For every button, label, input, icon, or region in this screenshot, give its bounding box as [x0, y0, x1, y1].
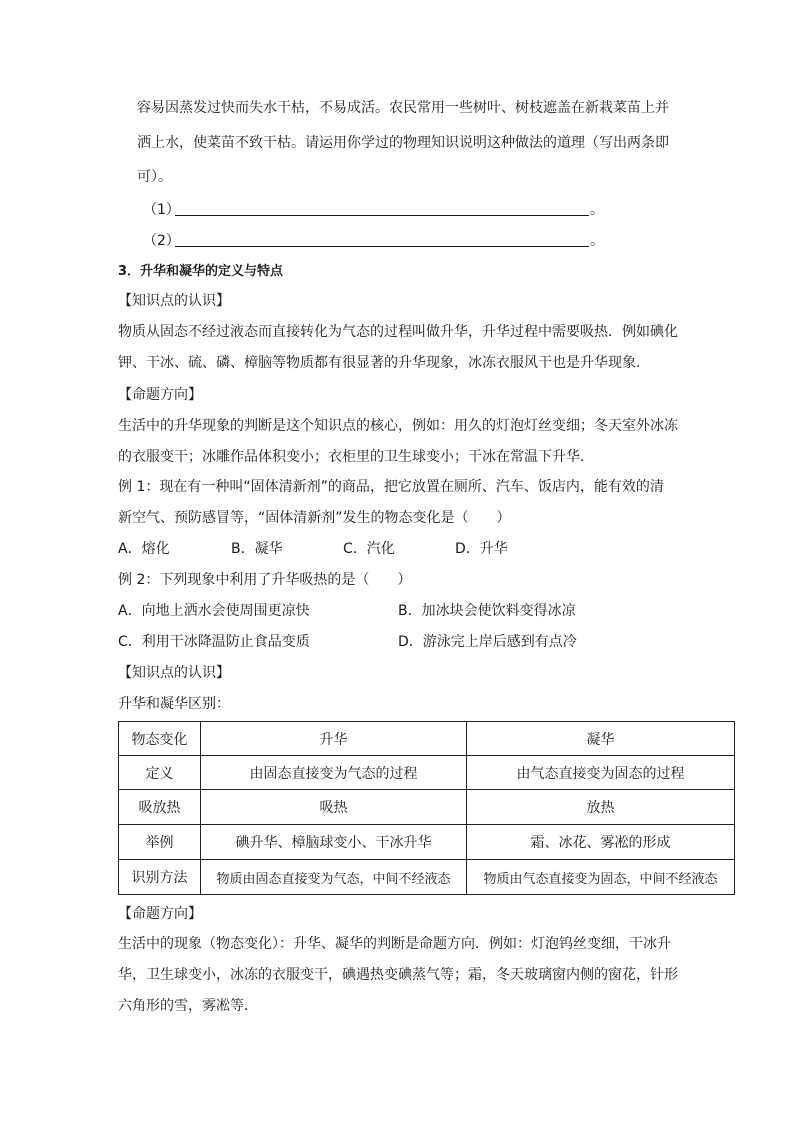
table-header-row: [119, 722, 735, 756]
section-title: 3．升华和凝华的定义与特点: [118, 264, 284, 279]
direction-line: 的衣服变干；冰雕作品体积变小；衣柜里的卫生球变小；干冰在常温下升华．: [118, 449, 594, 465]
closing-line: 华，卫生球变小，冰冻的衣服变干，碘遇热变碘蒸气等；霜，冬天玻璃窗内侧的窗花，针形: [118, 967, 678, 983]
table-row: [119, 860, 735, 895]
table-cell: 放热: [467, 790, 735, 825]
table-cell: 识别方法: [119, 860, 201, 895]
table-cell: 吸放热: [119, 790, 201, 825]
paragraph-line: 容易因蒸发过快而失水干枯，不易成活。农民常用一些树叶、树枝遮盖在新栽菜苗上并: [137, 100, 669, 116]
comparison-table: [118, 721, 735, 895]
table-cell: 吸热: [201, 790, 467, 825]
blank-number: （2）: [143, 233, 180, 249]
direction-line: 生活中的升华现象的判断是这个知识点的核心，例如：用久的灯泡灯丝变细；冬天室外冰冻: [118, 418, 678, 434]
blank-period: 。: [590, 202, 604, 218]
example-1-option-b: B．凝华: [231, 541, 283, 557]
table-intro: 升华和凝华区别：: [118, 696, 230, 712]
table-cell: 由固态直接变为气态的过程: [201, 756, 467, 790]
table-cell: 举例: [119, 825, 201, 860]
table-row: [119, 756, 735, 790]
example-1-option-c: C．汽化: [343, 541, 395, 557]
table-cell: 碘升华、樟脑球变小、干冰升华: [201, 825, 467, 860]
knowledge-line: 物质从固态不经过液态而直接转化为气态的过程叫做升华，升华过程中需要吸热．例如碘化: [118, 324, 678, 340]
knowledge-heading: 【知识点的认识】: [118, 665, 230, 681]
table-header-cell: 凝华: [467, 722, 735, 756]
answer-blank-2: [143, 230, 603, 250]
table-cell: 霜、冰花、雾凇的形成: [467, 825, 735, 860]
closing-line: 生活中的现象（物态变化）：升华、凝华的判断是命题方向．例如：灯泡钨丝变细，干冰升: [118, 936, 671, 952]
knowledge-heading: 【知识点的认识】: [118, 293, 230, 309]
table-header-cell: 物态变化: [119, 722, 201, 756]
table-header-cell: 升华: [201, 722, 467, 756]
direction-heading: 【命题方向】: [118, 906, 202, 922]
blank-underline: [175, 246, 589, 247]
blank-period: 。: [590, 233, 604, 249]
paragraph-line: 可）。: [137, 169, 172, 185]
table-cell: 物质由固态直接变为气态，中间不经液态: [201, 860, 467, 895]
example-1-stem: 例 1：现在有一种叫“固体清新剂”的商品，把它放置在厕所、汽车、饭店内，能有效的清: [118, 479, 664, 495]
example-2-option-c: C．利用干冰降温防止食品变质: [118, 634, 310, 650]
example-2-option-a: A．向地上洒水会使周围更凉快: [118, 603, 310, 619]
answer-blank-1: [143, 199, 603, 219]
example-1-option-a: A．熔化: [118, 541, 170, 557]
example-2-option-b: B．加冰块会使饮料变得冰凉: [398, 603, 576, 619]
example-2-option-d: D．游泳完上岸后感到有点冷: [398, 634, 577, 650]
table-row: [119, 825, 735, 860]
example-2-stem: 例 2：下列现象中利用了升华吸热的是（ ）: [118, 572, 412, 588]
table-cell: 定义: [119, 756, 201, 790]
example-1-option-d: D．升华: [455, 541, 508, 557]
paragraph-line: 洒上水，使菜苗不致干枯。请运用你学过的物理知识说明这种做法的道理（写出两条即: [137, 135, 669, 151]
table-cell: 物质由气态直接变为固态，中间不经液态: [467, 860, 735, 895]
blank-number: （1）: [143, 202, 180, 218]
blank-underline: [175, 215, 589, 216]
table-cell: 由气态直接变为固态的过程: [467, 756, 735, 790]
example-1-stem: 新空气、预防感冒等，“固体清新剂”发生的物态变化是（ ）: [118, 510, 511, 526]
closing-line: 六角形的雪，雾凇等．: [118, 998, 258, 1014]
knowledge-line: 钾、干冰、硫、磷、樟脑等物质都有很显著的升华现象，冰冻衣服风干也是升华现象．: [118, 355, 650, 371]
direction-heading: 【命题方向】: [118, 387, 202, 403]
table-row: [119, 790, 735, 825]
